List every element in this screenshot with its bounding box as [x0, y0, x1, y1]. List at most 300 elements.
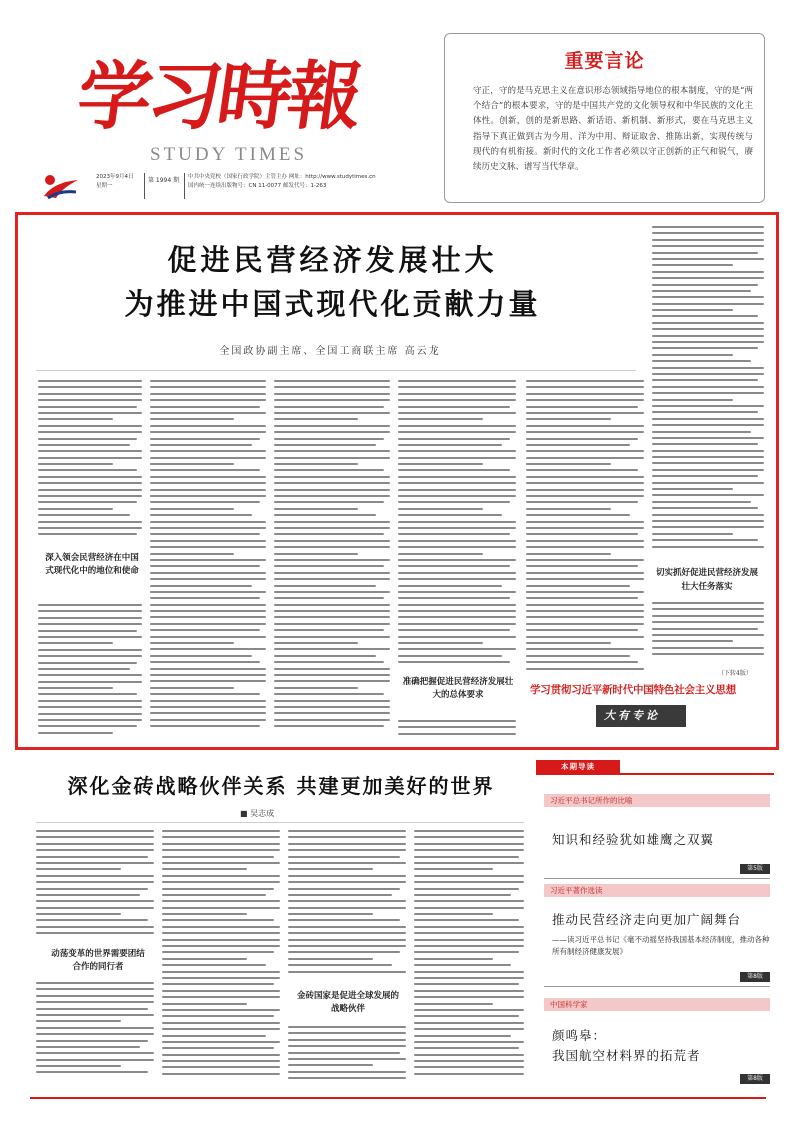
text-line: [274, 431, 390, 433]
index-item-title-line2[interactable]: 我国航空材料界的拓荒者: [552, 1048, 701, 1063]
text-line: [398, 521, 516, 523]
text-line: [150, 425, 266, 427]
text-line: [652, 437, 764, 439]
text-line: [274, 463, 358, 465]
text-line: [150, 642, 234, 644]
text-line: [414, 945, 524, 947]
text-line: [162, 1060, 280, 1062]
text-line: [398, 476, 516, 478]
text-line: [288, 888, 400, 890]
text-line: [288, 881, 406, 883]
text-line: [288, 1077, 406, 1079]
text-line: [526, 661, 638, 663]
text-line: [414, 1066, 524, 1068]
text-line: [274, 687, 358, 689]
text-line: [274, 700, 390, 702]
text-line: [274, 706, 390, 708]
text-line: [288, 932, 406, 934]
text-line: [274, 444, 376, 446]
text-line: [162, 996, 280, 998]
text-line: [288, 1052, 400, 1054]
text-line: [414, 836, 524, 838]
text-line: [526, 655, 630, 657]
text-line: [288, 971, 406, 973]
text-line: [398, 597, 510, 599]
text-line: [38, 662, 137, 664]
text-line: [398, 720, 516, 722]
text-line: [398, 425, 516, 427]
text-line: [38, 533, 137, 535]
text-line: [150, 585, 252, 587]
text-line: [150, 533, 260, 535]
text-line: [274, 674, 390, 676]
text-line: [274, 533, 384, 535]
text-line: [398, 463, 483, 465]
text-line: [398, 636, 516, 638]
text-line: [398, 469, 510, 471]
index-section-label: 习近平总书记所作的比喻: [544, 794, 770, 807]
text-line: [414, 926, 524, 928]
text-line: [38, 681, 142, 683]
text-line: [36, 919, 148, 921]
text-line: [274, 380, 390, 382]
text-line: [652, 647, 764, 649]
text-line: [150, 482, 266, 484]
text-line: [414, 868, 493, 870]
text-line: [162, 983, 274, 985]
text-line: [36, 1052, 154, 1054]
text-line: [38, 604, 142, 606]
index-head-rule: [536, 773, 774, 775]
text-line: [36, 982, 154, 984]
text-line: [526, 533, 638, 535]
lead-subhead-3: 切实抓好促进民营经济发展壮大任务落实: [655, 568, 758, 592]
text-line: [38, 393, 142, 395]
text-line: [150, 604, 266, 606]
text-line: [398, 726, 516, 728]
text-line: [414, 913, 493, 915]
text-line: [288, 913, 373, 915]
text-line: [652, 271, 764, 273]
text-line: [652, 615, 764, 617]
text-line: [526, 450, 644, 452]
text-line: [652, 520, 764, 522]
second-body-column: [414, 830, 524, 1084]
text-line: [150, 540, 266, 542]
text-line: [38, 642, 113, 644]
text-line: [150, 495, 266, 497]
text-line: [414, 919, 519, 921]
text-line: [150, 418, 234, 420]
text-line: [36, 1046, 140, 1048]
text-line: [38, 508, 113, 510]
text-line: [36, 856, 148, 858]
text-line: [414, 830, 524, 832]
text-line: [414, 881, 524, 883]
text-line: [526, 565, 638, 567]
text-line: [398, 393, 516, 395]
index-item-title[interactable]: 颜鸣皋：: [552, 1028, 607, 1043]
text-line: [526, 501, 638, 503]
text-line: [288, 868, 373, 870]
issue-date: 2023年9月4日: [96, 174, 134, 180]
text-line: [150, 725, 260, 727]
text-line: [36, 894, 140, 896]
text-line: [162, 888, 274, 890]
text-line: [150, 668, 266, 670]
text-line: [38, 719, 142, 721]
text-line: [38, 489, 142, 491]
text-line: [38, 687, 113, 689]
text-line: [414, 907, 524, 909]
text-line: [274, 616, 390, 618]
text-line: [414, 983, 519, 985]
text-line: [526, 508, 611, 510]
info-divider: [184, 173, 185, 199]
text-line: [526, 553, 611, 555]
lead-body-column: [398, 720, 516, 740]
text-line: [150, 457, 266, 459]
text-line: [274, 636, 390, 638]
text-line: [288, 1064, 373, 1066]
text-line: [288, 1039, 406, 1041]
text-line: [652, 494, 764, 496]
text-line: [652, 284, 758, 286]
text-line: [150, 680, 266, 682]
text-line: [652, 392, 764, 394]
text-line: [274, 521, 390, 523]
text-line: [150, 514, 252, 516]
text-line: [398, 386, 516, 388]
text-line: [652, 546, 764, 548]
text-line: [526, 495, 644, 497]
text-line: [652, 303, 764, 305]
text-line: [398, 661, 510, 663]
text-line: [150, 661, 260, 663]
text-line: [652, 482, 764, 484]
page-tag[interactable]: 第5版: [740, 864, 770, 874]
text-line: [274, 406, 384, 408]
text-line: [652, 226, 764, 228]
index-section-label: 中国科学家: [544, 998, 770, 1011]
text-line: [288, 836, 406, 838]
text-line: [150, 412, 266, 414]
text-line: [274, 610, 390, 612]
text-line: [652, 539, 758, 541]
text-line: [150, 527, 266, 529]
divider: [36, 822, 524, 823]
text-line: [150, 380, 266, 382]
text-line: [652, 341, 764, 343]
text-line: [36, 1065, 121, 1067]
text-line: [150, 386, 266, 388]
text-line: [652, 258, 764, 260]
text-line: [414, 843, 524, 845]
text-line: [150, 674, 266, 676]
text-line: [652, 424, 764, 426]
text-line: [162, 830, 280, 832]
text-line: [274, 565, 384, 567]
index-panel: [536, 760, 774, 1090]
text-line: [162, 945, 280, 947]
text-line: [652, 411, 758, 413]
lead-headline-line1: 促进民营经济发展壮大: [167, 243, 498, 277]
text-line: [274, 508, 358, 510]
text-line: [414, 1060, 524, 1062]
text-line: [38, 668, 130, 670]
text-line: [288, 843, 406, 845]
text-line: [162, 958, 247, 960]
divider: [544, 878, 770, 879]
text-line: [162, 1035, 266, 1037]
text-line: [652, 640, 733, 642]
text-line: [288, 830, 406, 832]
text-line: [150, 636, 266, 638]
text-line: [414, 1003, 493, 1005]
text-line: [36, 988, 154, 990]
text-line: [526, 469, 638, 471]
text-line: [288, 856, 400, 858]
text-line: [150, 712, 266, 714]
text-line: [398, 444, 502, 446]
text-line: [652, 488, 733, 490]
text-line: [398, 572, 516, 574]
text-line: [526, 572, 644, 574]
text-line: [398, 501, 510, 503]
text-line: [398, 623, 516, 625]
text-line: [274, 693, 384, 695]
important-remarks-box: [444, 33, 765, 203]
text-line: [150, 559, 266, 561]
second-author: ■ 吴志成: [240, 809, 275, 818]
text-line: [274, 591, 390, 593]
text-line: [150, 629, 260, 631]
text-line: [526, 642, 611, 644]
text-line: [288, 919, 400, 921]
index-section-label: 习近平著作选读: [544, 884, 770, 897]
text-line: [38, 431, 142, 433]
text-line: [652, 418, 764, 420]
text-line: [162, 1009, 280, 1011]
lead-body-column: [38, 604, 142, 739]
text-line: [274, 489, 390, 491]
column-tag: 大有专论: [596, 705, 686, 727]
text-line: [652, 296, 764, 298]
text-line: [526, 482, 644, 484]
text-line: [398, 495, 516, 497]
text-line: [36, 932, 154, 934]
info-divider: [144, 173, 145, 199]
text-line: [414, 888, 519, 890]
text-line: [398, 457, 516, 459]
text-line: [414, 971, 524, 973]
text-line: [288, 1071, 406, 1073]
text-line: [274, 597, 384, 599]
text-line: [162, 1073, 280, 1075]
text-line: [274, 514, 376, 516]
text-line: [288, 907, 406, 909]
text-line: [38, 674, 142, 676]
text-line: [274, 386, 390, 388]
text-line: [274, 719, 390, 721]
text-line: [414, 875, 524, 877]
text-line: [652, 634, 764, 636]
text-line: [398, 489, 516, 491]
text-line: [162, 849, 280, 851]
text-line: [652, 252, 758, 254]
text-line: [38, 700, 142, 702]
text-line: [274, 585, 376, 587]
text-line: [398, 508, 483, 510]
text-line: [162, 868, 247, 870]
text-line: [652, 315, 758, 317]
text-line: [288, 1058, 406, 1060]
text-line: [288, 945, 406, 947]
text-line: [274, 495, 390, 497]
text-line: [526, 463, 611, 465]
text-line: [36, 1071, 148, 1073]
text-line: [150, 431, 266, 433]
text-line: [414, 951, 519, 953]
text-line: [652, 628, 758, 630]
index-head: 本期导读: [536, 760, 620, 774]
text-line: [38, 476, 142, 478]
text-line: [38, 527, 142, 529]
text-line: [288, 1032, 406, 1034]
text-line: [652, 526, 764, 528]
text-line: [398, 431, 516, 433]
page-tag[interactable]: 第8版: [740, 1074, 770, 1084]
text-line: [150, 623, 266, 625]
text-line: [38, 501, 137, 503]
issue-weekday: 星期一: [96, 183, 113, 189]
divider: [36, 370, 636, 371]
text-line: [36, 995, 154, 997]
text-line: [162, 836, 280, 838]
text-line: [38, 732, 113, 734]
second-headline[interactable]: 深化金砖战略伙伴关系 共建更加美好的世界: [67, 774, 495, 798]
text-line: [36, 830, 154, 832]
text-line: [652, 245, 764, 247]
text-line: [526, 438, 638, 440]
text-line: [652, 450, 764, 452]
text-line: [38, 412, 142, 414]
second-subhead-1: 动荡变革的世界需要团结合作的同行者: [51, 949, 145, 972]
second-body-column: [36, 830, 154, 940]
text-line: [38, 706, 142, 708]
text-line: [398, 629, 510, 631]
bottom-rule: [30, 1097, 766, 1099]
text-line: [38, 630, 137, 632]
text-line: [162, 875, 280, 877]
text-line: [36, 900, 154, 902]
text-line: [38, 386, 142, 388]
text-line: [274, 553, 358, 555]
text-line: [162, 919, 274, 921]
text-line: [162, 964, 266, 966]
text-line: [274, 668, 390, 670]
page-tag[interactable]: 第8版: [740, 972, 770, 982]
website[interactable]: 网址：http://www.studytimes.cn: [288, 174, 376, 180]
continued-note: （下转4版）: [718, 670, 752, 677]
text-line: [288, 862, 406, 864]
text-line: [274, 457, 390, 459]
issue-number: 第 1994 期: [148, 177, 180, 184]
text-line: [526, 546, 644, 548]
text-line: [288, 939, 406, 941]
text-line: [36, 1059, 154, 1061]
text-line: [398, 527, 516, 529]
text-line: [162, 907, 280, 909]
index-item-title[interactable]: 推动民营经济走向更加广阔舞台: [552, 912, 742, 927]
text-line: [652, 386, 764, 388]
text-line: [274, 661, 384, 663]
text-line: [162, 843, 280, 845]
lead-body-column: [398, 380, 516, 670]
text-line: [398, 616, 516, 618]
text-line: [652, 501, 751, 503]
text-line: [274, 399, 390, 401]
text-line: [274, 418, 358, 420]
text-line: [38, 444, 130, 446]
text-line: [398, 514, 502, 516]
text-line: [36, 1033, 154, 1035]
text-line: [150, 610, 266, 612]
text-line: [150, 706, 266, 708]
text-line: [414, 849, 524, 851]
text-line: [414, 900, 524, 902]
index-item-title[interactable]: 知识和经验犹如雄鹰之双翼: [552, 832, 715, 847]
text-line: [150, 719, 266, 721]
text-line: [36, 881, 154, 883]
text-line: [652, 533, 733, 535]
text-line: [398, 591, 516, 593]
text-line: [414, 1047, 519, 1049]
text-line: [398, 482, 516, 484]
text-line: [150, 572, 266, 574]
second-body-column: [162, 830, 280, 1084]
text-line: [38, 610, 142, 612]
text-line: [36, 875, 154, 877]
text-line: [652, 335, 764, 337]
masthead-info-bar: [96, 173, 441, 201]
text-line: [274, 712, 390, 714]
text-line: [652, 475, 758, 477]
text-line: [414, 977, 524, 979]
text-line: [274, 393, 390, 395]
text-line: [652, 347, 758, 349]
text-line: [150, 687, 234, 689]
text-line: [526, 597, 638, 599]
text-line: [398, 380, 516, 382]
text-line: [38, 438, 137, 440]
masthead-logo-chinese: 学习時報: [71, 54, 365, 140]
text-line: [274, 546, 390, 548]
text-line: [652, 379, 758, 381]
text-line: [274, 482, 390, 484]
text-line: [414, 958, 493, 960]
text-line: [526, 476, 644, 478]
text-line: [162, 1003, 247, 1005]
text-line: [162, 971, 280, 973]
text-line: [652, 232, 764, 234]
text-line: [288, 875, 406, 877]
text-line: [398, 604, 516, 606]
text-line: [414, 939, 524, 941]
lead-headline[interactable]: [60, 238, 605, 326]
text-line: [36, 888, 148, 890]
text-line: [414, 1022, 524, 1024]
